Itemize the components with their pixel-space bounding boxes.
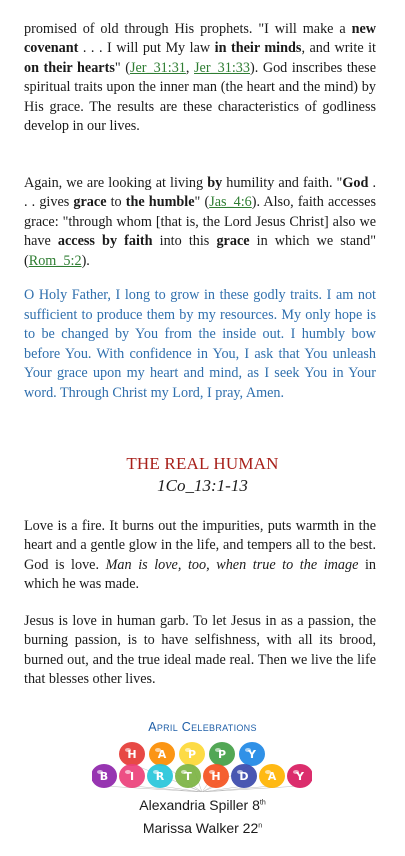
balloon	[92, 764, 117, 788]
balloon	[119, 742, 145, 766]
svg-text:Y: Y	[296, 770, 304, 783]
text-span: humility and faith. "	[222, 175, 343, 191]
bold-phrase: access by faith	[57, 233, 153, 250]
text-span: , and write it	[301, 40, 376, 57]
devotional-reference: 1Co_13:1-13	[157, 476, 248, 495]
scripture-link-jer-31-31[interactable]: Jer_31:31	[129, 59, 186, 76]
svg-text:H: H	[211, 770, 221, 783]
text-span: Again, we are looking at living	[24, 175, 208, 191]
text-span: ).	[81, 252, 90, 269]
balloon	[287, 764, 312, 788]
bold-phrase: by	[207, 175, 223, 191]
text-span: to	[106, 194, 126, 211]
text-span: . . . I will put My law	[78, 40, 215, 57]
text-span: " (	[114, 59, 130, 76]
bold-phrase: grace	[216, 233, 250, 250]
text-span: in which he was made.	[24, 556, 377, 593]
balloon	[175, 764, 201, 788]
bold-phrase: the humble	[125, 194, 195, 211]
scripture-link-rom-5-2[interactable]: Rom_5:2	[28, 252, 82, 269]
svg-text:T: T	[184, 770, 192, 783]
bold-phrase: grace	[73, 194, 107, 211]
svg-text:B: B	[99, 770, 109, 783]
april-celebrations-title: April Celebrations	[148, 720, 257, 734]
bold-phrase: in their minds	[214, 40, 302, 57]
text-span: ). God inscribes these spiritual traits upon the inner man (the heart and the mind) by His grace. The results are these characteristics of godliness develop in our lives.	[24, 59, 376, 135]
svg-text:A: A	[157, 748, 167, 761]
prayer-paragraph: O Holy Father, I long to grow in these godly traits. I am not sufficient to produce them by my resources. My only hope is to be changed by You from the inside out. I humbly bow before You. With confidence in You, I ask that You unleash Your grace upon my heart and mind, as I seek You in Your word. Through Christ my Lord, I pray, Amen.	[24, 287, 376, 401]
happy-birthday-balloons-image	[92, 740, 312, 792]
bold-phrase: God	[342, 175, 369, 191]
celebrant-name	[0, 820, 405, 836]
italic-phrase: Man is love, too, when true to the image	[105, 556, 359, 573]
text-span: ,	[185, 59, 195, 76]
balloon	[239, 742, 265, 766]
svg-text:A: A	[267, 770, 277, 783]
celebrant-name-text: Alexandria Spiller 8	[139, 797, 260, 813]
text-span: " (	[194, 194, 210, 211]
balloon	[231, 764, 257, 788]
paragraph-humility	[24, 174, 376, 271]
svg-text:P: P	[187, 748, 197, 761]
bold-phrase: new covenant	[24, 21, 376, 57]
balloon	[147, 764, 173, 788]
balloon	[179, 742, 205, 766]
text-span: promised of old through His prophets. "I will make a	[24, 21, 352, 37]
text-span: ). Also, faith accesses grace: "through whom [that is, the Lord Jesus Christ] also we have	[24, 194, 376, 250]
balloon	[119, 764, 145, 788]
celebrant-name	[0, 797, 405, 813]
svg-text:D: D	[239, 770, 249, 783]
text-span: Love is a fire. It burns out the impurities, puts warmth in the heart and a gentle glow in the life, and tempers all to the best. God is love.	[24, 518, 376, 573]
balloon	[149, 742, 175, 766]
scripture-link-jer-31-33[interactable]: Jer_31:33	[194, 59, 250, 76]
text-span: into this	[152, 233, 217, 250]
celebrant-name-text: Marissa Walker 22	[142, 820, 259, 836]
balloon	[203, 764, 229, 788]
svg-text:P: P	[217, 748, 227, 761]
text-span: in which we stand" (	[24, 233, 376, 269]
svg-text:R: R	[155, 770, 165, 783]
svg-text:Y: Y	[248, 748, 256, 761]
ordinal-suffix: th	[259, 799, 266, 807]
paragraph-covenant	[24, 20, 376, 136]
svg-text:H: H	[127, 748, 137, 761]
balloon	[259, 764, 285, 788]
devotional-title: THE REAL HUMAN	[126, 454, 279, 473]
svg-text:I: I	[129, 770, 135, 783]
bold-phrase: on their hearts	[24, 59, 115, 76]
balloon	[209, 742, 235, 766]
ordinal-suffix: n	[258, 822, 263, 830]
paragraph-love-fire	[24, 517, 376, 595]
paragraph-jesus-love: Jesus is love in human garb. To let Jesus in as a passion, the burning passion, is to have selfishness, with all its brood, burned out, and the true ideal made real. Then we live the life that blesses other lives.	[24, 613, 376, 688]
text-span: . . . gives	[24, 175, 377, 211]
scripture-link-jas-4-6[interactable]: Jas_4:6	[209, 194, 252, 211]
